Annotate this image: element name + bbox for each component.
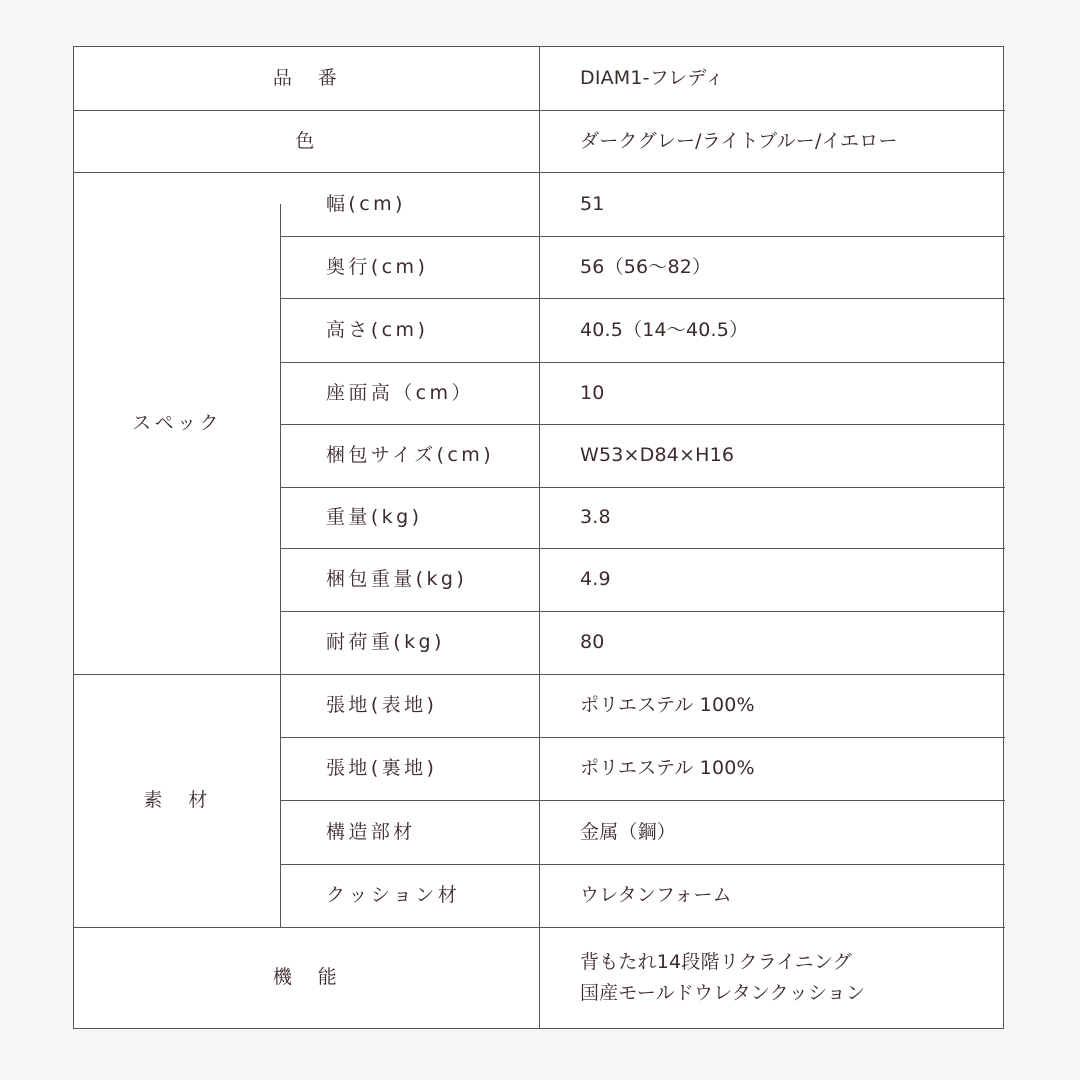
- value-depth: 56（56〜82）: [580, 255, 712, 278]
- value-frame-material: 金属（鋼）: [580, 820, 676, 843]
- label-package-weight: 梱包重量(kg): [326, 568, 468, 591]
- group-label-spec: スペック: [132, 411, 222, 434]
- subcolumn-divider: [280, 204, 281, 927]
- label-height: 高さ(cm): [326, 318, 429, 341]
- value-package-weight: 4.9: [580, 568, 611, 591]
- label-package-size: 梱包サイズ(cm): [326, 444, 495, 467]
- value-cushion-material: ウレタンフォーム: [580, 884, 732, 907]
- value-seat-height: 10: [580, 381, 605, 404]
- label-upholstery-inner: 張地(裏地): [326, 757, 438, 780]
- feature-line: 背もたれ14段階リクライニング: [580, 951, 852, 974]
- value-load-capacity: 80: [580, 631, 605, 654]
- label-color: 色: [295, 129, 318, 152]
- spec-table: [73, 46, 1004, 1029]
- value-height: 40.5（14〜40.5）: [580, 318, 749, 341]
- value-width: 51: [580, 192, 605, 215]
- group-label-material: 素 材: [143, 789, 211, 812]
- label-weight: 重量(kg): [326, 506, 423, 529]
- value-column-divider: [539, 47, 540, 1028]
- label-upholstery-outer: 張地(表地): [326, 694, 438, 717]
- label-features: 機 能: [272, 966, 341, 989]
- value-color: ダークグレー/ライトブルー/イエロー: [580, 129, 898, 152]
- value-weight: 3.8: [580, 506, 611, 529]
- value-features: [580, 927, 865, 1028]
- feature-line: 国産モールドウレタンクッション: [580, 981, 866, 1004]
- label-frame-material: 構造部材: [326, 820, 416, 843]
- value-upholstery-inner: ポリエステル 100%: [580, 757, 755, 780]
- label-cushion-material: クッション材: [326, 884, 461, 907]
- value-product-number: DIAM1-フレディ: [580, 67, 725, 90]
- label-depth: 奥行(cm): [326, 255, 429, 278]
- label-product-number: 品 番: [272, 67, 341, 90]
- value-package-size: W53×D84×H16: [580, 444, 735, 467]
- label-width: 幅(cm): [326, 192, 406, 215]
- label-load-capacity: 耐荷重(kg): [326, 631, 445, 654]
- value-upholstery-outer: ポリエステル 100%: [580, 694, 755, 717]
- label-seat-height: 座面高（cm）: [326, 381, 474, 404]
